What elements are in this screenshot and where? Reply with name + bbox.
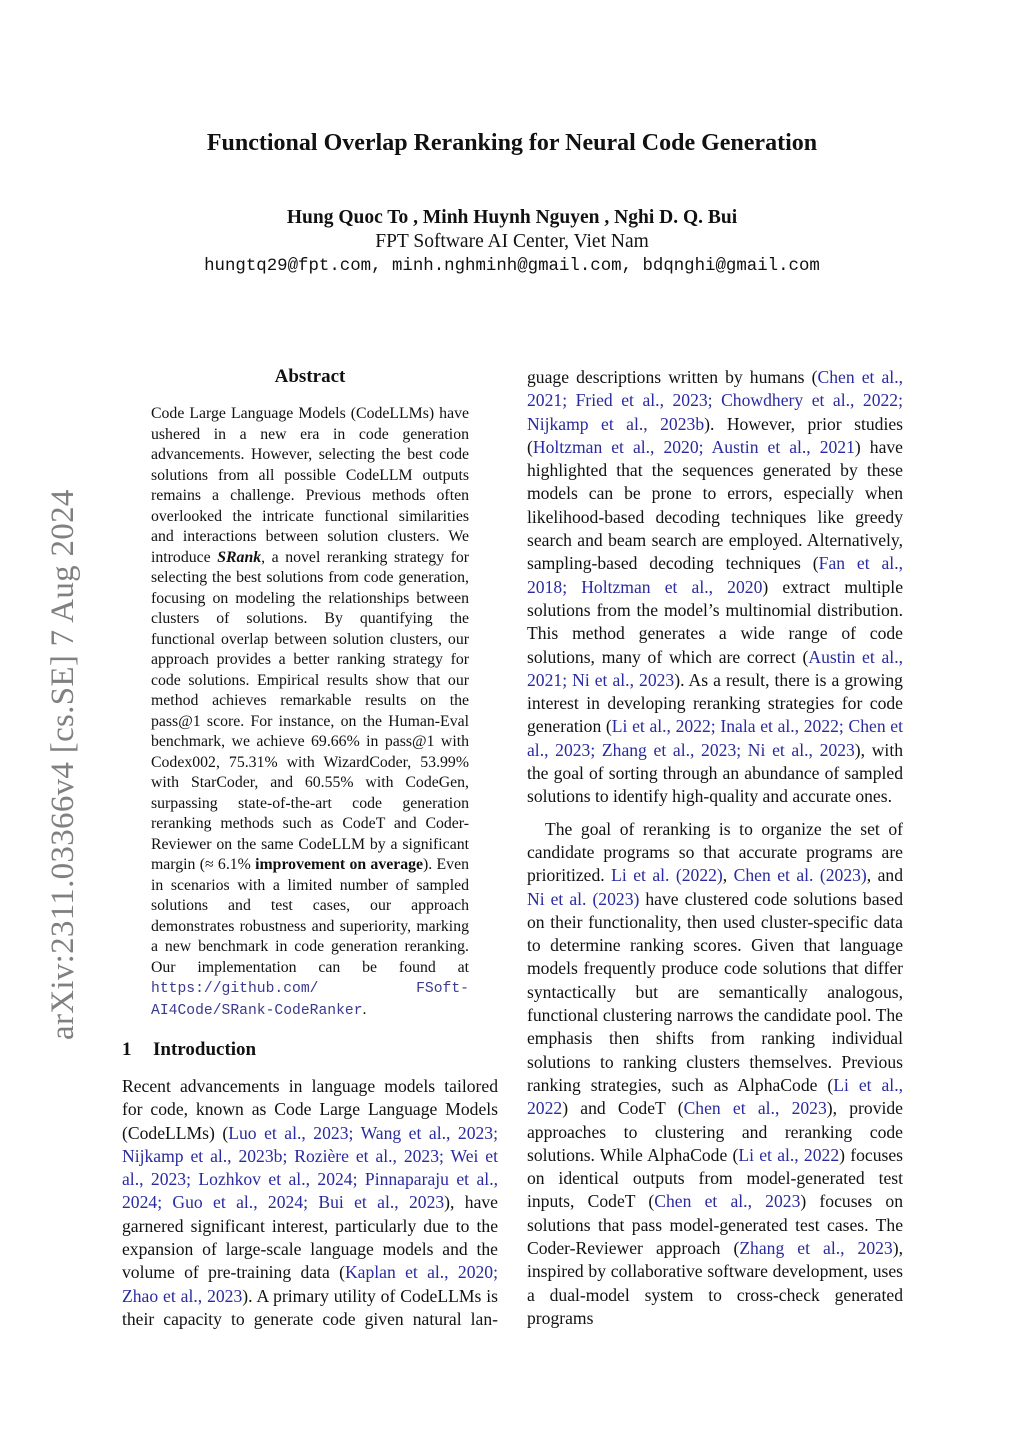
author-emails: hungtq29@fpt.com, minh.nghminh@gmail.com, bdqnghi@gmail.com [204,257,820,276]
introduction-paragraph-2 [527,818,903,1331]
citation-link[interactable]: Ni et al. (2023) [527,888,640,909]
text-run: ). As a result, there is a growing interest in developing reranking strategies for code generation ( [527,669,903,737]
citation-link[interactable]: Chen et al., 2023 [654,1191,801,1212]
introduction-paragraph-1-continued [527,366,903,809]
text-run: ), have garnered significant interest, particularly due to the expansion of large-scale language models and the volume of pre-training data ( [122,1192,498,1283]
section-title: Introduction [153,1039,257,1060]
authors: Hung Quoc To , Minh Huynh Nguyen , Nghi D. Q. Bui [286,207,738,228]
text-run: , a novel reranking strategy for selecting the best solutions from code generation, focusing on modeling the relationships between clusters of solutions. By quantifying the functional overlap between solution clusters, our approach provides a better ranking strategy for code solutions. Empirical results show that our method achieves remarkable results on the pass@1 score. For instance, on the Human-Eval benchmark, we achieve 69.66% in pass@1 with Codex002, 75.31% with WizardCoder, 53.99% with StarCoder, and 60.55% with CodeGen, surpassing state-of-the-art code generation reranking methods such as CodeT and Coder-Reviewer on the same CodeLLM by a significant margin (≈ 6.1% [151,548,469,873]
text-run: ). A primary utility of CodeLLMs is their capacity to generate code given natural lan- [122,1285,498,1329]
citation-link[interactable]: Li et al., 2022; Inala et al., 2022; Chen et al., 2023; Zhang et al., 2023; Ni et al., 2023 [527,716,903,760]
section-heading-introduction [122,1039,256,1061]
citation-link[interactable]: Chen et al., 2023 [683,1098,827,1119]
text-run: guage descriptions written by humans ( [527,367,818,387]
citation-link[interactable]: Chen et al. (2023) [733,865,867,886]
method-name: SRank [217,548,262,566]
abstract-heading: Abstract [274,366,346,387]
url-link[interactable]: https://github.com/ FSoft-AI4Code/SRank-CodeRanker [151,981,469,1019]
section-number: 1 [122,1039,132,1060]
text-run: ), inspired by collaborative software development, uses a dual-model system to cross-check generated programs [527,1237,903,1328]
citation-link[interactable]: Fan et al., 2018; Holtzman et al., 2020 [527,553,903,597]
text-run: ) focuses on identical outputs from model-generated test inputs, CodeT ( [527,1144,903,1212]
right-column [527,366,903,1330]
text-run: ). Even in scenarios with a limited number of sampled solutions and test cases, our approach demonstrates robustness and superiority, marking a new benchmark in code generation reranking. Our implementation can be found at [151,856,469,976]
text-run: , and [866,865,904,886]
text-run: ) and CodeT ( [562,1098,684,1119]
bold-text: improvement on average [255,856,424,873]
introduction-paragraph-1 [122,1075,498,1331]
text-run: ) have highlighted that the sequences generated by these models can be prone to errors, especially when likelihood-based decoding techniques like greedy search and beam search are employed. Alternatively, sampling-based decoding techniques ( [527,436,903,574]
text-run: , [722,865,734,886]
citation-link[interactable]: Li et al., 2022 [527,1074,903,1119]
paper-title: Functional Overlap Reranking for Neural Code Generation [206,130,818,156]
text-run: ), provide approaches to clustering and reranking code solutions. While AlphaCode ( [527,1098,903,1165]
citation-link[interactable]: Li et al. (2022) [611,865,723,886]
citation-link[interactable]: Austin et al., 2021; Ni et al., 2023 [527,646,903,690]
citation-link[interactable]: Kaplan et al., 2020; Zhao et al., 2023 [122,1262,498,1306]
text-run: . [362,1000,367,1018]
citation-link[interactable]: Li et al., 2022 [738,1144,840,1165]
citation-link[interactable]: Holtzman et al., 2020; Austin et al., 2021 [532,436,855,457]
text-run: ) extract multiple solutions from the model’s multinomial distribution. This method generates a wide range of code solutions, many of which are correct ( [527,576,903,667]
citation-link[interactable]: Luo et al., 2023; Wang et al., 2023; Nijkamp et al., 2023b; Rozière et al., 2023; Wei et al., 2023; Lozhkov et al., 2024; Pinnaparaju et al., 2024; Guo et al., 2024; Bui et al., 2023 [122,1122,498,1213]
citation-link[interactable]: Chen et al., 2021; Fried et al., 2023; Chowdhery et al., 2022; Nijkamp et al., 2023b [527,367,903,434]
text-run: have clustered code solutions based on their functionality, then used cluster-specific data to determine ranking scores. Given that language models frequently produce code solutions that differ syntactically but are semantically analogous, functional clustering narrows the candidate pool. The emphasis then shifts from ranking individual solutions to ranking clusters themselves. Previous ranking strategies, such as AlphaCode ( [527,888,903,1095]
arxiv-identifier: arXiv:2311.03366v4 [cs.SE] 7 Aug 2024 [45,489,81,1040]
text-run: Recent advancements in language models tailored for code, known as Code Large Language Models (CodeLLMs) ( [122,1076,498,1143]
text-run: The goal of reranking is to organize the set of candidate programs so that accurate programs are prioritized. [527,818,903,886]
text-run: ) focuses on solutions that pass model-generated test cases. The Coder-Reviewer approach ( [527,1191,903,1258]
text-run: ), with the goal of sorting through an abundance of sampled solutions to identify high-quality and accurate ones. [527,739,904,807]
citation-link[interactable]: Zhang et al., 2023 [739,1237,893,1258]
affiliation: FPT Software AI Center, Viet Nam [375,231,649,252]
text-run: Code Large Language Models (CodeLLMs) have ushered in a new era in code generation advancements. However, selecting the best code solutions from all possible CodeLLM outputs remains a challenge. Previous methods often overlooked the intricate functional similarities and interactions between solution clusters. We introduce [151,405,469,566]
text-run: ). However, prior studies ( [527,413,903,457]
abstract-text [151,404,469,1021]
